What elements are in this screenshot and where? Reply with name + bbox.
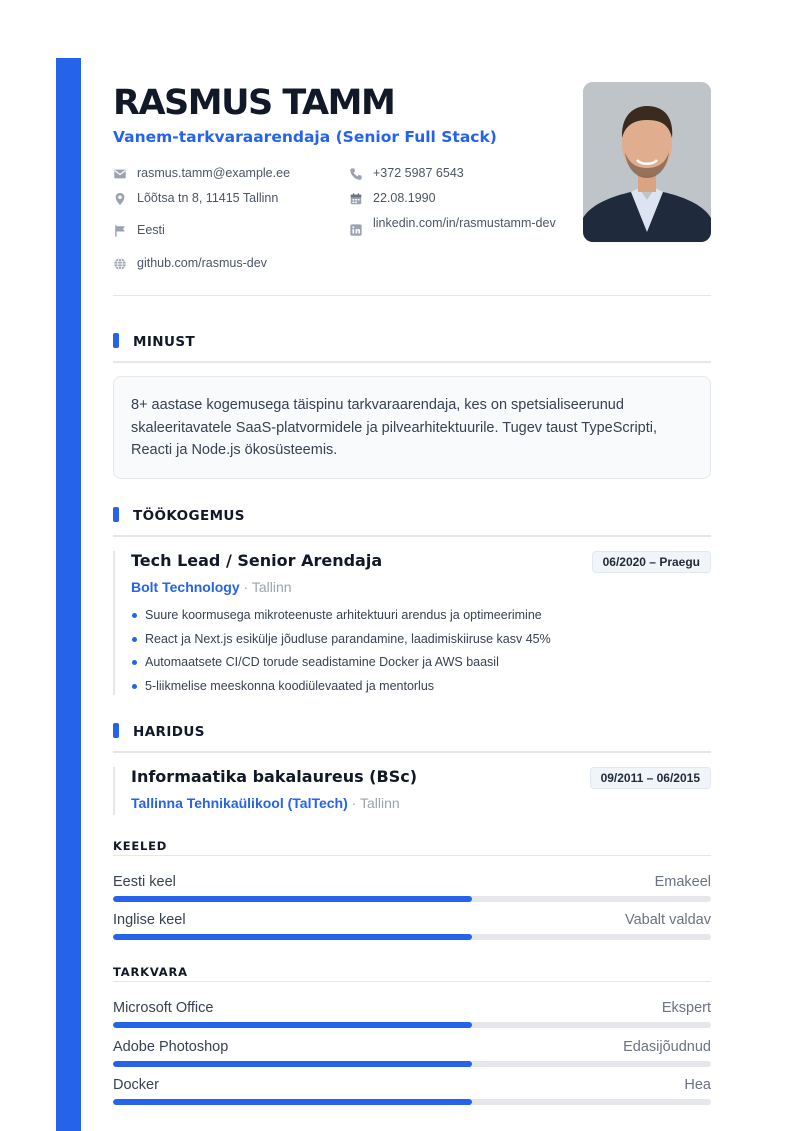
profile-photo — [583, 82, 711, 242]
section-education-title: HARIDUS — [133, 724, 205, 740]
education-entry — [113, 767, 711, 815]
experience-location: Tallinn — [251, 579, 292, 595]
section-about-header — [113, 333, 711, 363]
contact-phone-text: +372 5987 6543 — [373, 166, 464, 180]
experience-bullets — [131, 604, 711, 698]
experience-entry — [113, 551, 711, 695]
list-item: Suure koormusega mikroteenuste arhitektuuri arendus ja optimeerimine — [131, 604, 711, 628]
flag-icon — [113, 224, 127, 238]
language-name: Inglise keel — [113, 912, 186, 928]
resume-header — [113, 80, 711, 296]
accent-bar — [56, 58, 81, 1131]
resume — [113, 80, 711, 1093]
language-level: Emakeel — [654, 874, 711, 890]
software-title: TARKVARA — [113, 965, 711, 982]
section-marker — [113, 333, 119, 348]
experience-company-line — [131, 578, 711, 596]
separator-dot: · — [243, 579, 249, 595]
level-bar-fill — [113, 1022, 472, 1028]
calendar-icon — [349, 192, 363, 206]
experience-date-badge: 06/2020 – Praegu — [592, 551, 711, 573]
software-item — [113, 1000, 711, 1034]
section-marker — [113, 723, 119, 738]
level-bar-fill — [113, 1099, 472, 1105]
experience-company: Bolt Technology — [131, 579, 240, 595]
contact-github[interactable] — [113, 256, 267, 271]
language-level: Vabalt valdav — [625, 912, 711, 928]
education-school-line — [131, 794, 711, 812]
language-name: Eesti keel — [113, 874, 176, 890]
software-item — [113, 1077, 711, 1111]
software-name: Adobe Photoshop — [113, 1039, 229, 1055]
about-summary: 8+ aastase kogemusega täispinu tarkvaraarendaja, kes on spetsialiseerunud skaleeritavatele SaaS-platvormidele ja pilvearhitektuurile. Tugev taust TypeScripti, Reacti ja Node.js ökosüsteemis. — [113, 376, 711, 479]
software-level: Ekspert — [661, 1000, 711, 1016]
software-name: Microsoft Office — [113, 1000, 214, 1016]
contact-linkedin[interactable] — [349, 216, 564, 237]
software-level: Edasijõudnud — [623, 1039, 711, 1055]
list-item: React ja Next.js esikülje jõudluse parandamine, laadimiskiiruse kasv 45% — [131, 628, 711, 652]
education-location: Tallinn — [359, 795, 400, 811]
list-item: 5-liikmelise meeskonna koodiülevaated ja mentorlus — [131, 675, 711, 699]
section-marker — [113, 507, 119, 522]
level-bar-track — [113, 934, 711, 940]
section-experience-header — [113, 507, 711, 537]
envelope-icon — [113, 167, 127, 181]
section-about-title: MINUST — [133, 334, 196, 350]
education-degree: Informaatika bakalaureus (BSc) — [131, 767, 418, 786]
level-bar-track — [113, 1061, 711, 1067]
contact-phone[interactable] — [349, 166, 464, 181]
separator-dot: · — [351, 795, 357, 811]
contact-birthdate-text: 22.08.1990 — [373, 191, 436, 205]
contact-country — [113, 223, 165, 238]
list-item: Automaatsete CI/CD torude seadistamine Docker ja AWS baasil — [131, 651, 711, 675]
phone-icon — [349, 167, 363, 181]
map-pin-icon — [113, 192, 127, 206]
level-bar-fill — [113, 1061, 472, 1067]
software-item — [113, 1039, 711, 1073]
language-item — [113, 912, 711, 946]
education-school: Tallinna Tehnikaülikool (TalTech) — [131, 795, 348, 811]
software-level: Hea — [684, 1077, 711, 1093]
software-name: Docker — [113, 1077, 159, 1093]
contact-email-text: rasmus.tamm@example.ee — [137, 166, 291, 180]
languages-title: KEELED — [113, 839, 711, 856]
level-bar-track — [113, 1099, 711, 1105]
contact-email[interactable] — [113, 166, 290, 181]
linkedin-icon — [349, 223, 363, 237]
globe-icon — [113, 257, 127, 271]
job-title: Vanem-tarkvaraarendaja (Senior Full Stack) — [113, 128, 497, 146]
level-bar-track — [113, 896, 711, 902]
contact-linkedin-text: linkedin.com/in/rasmustamm-dev — [373, 216, 556, 230]
contact-birthdate — [349, 191, 436, 206]
header-divider — [113, 295, 711, 296]
contact-address-text: Lõõtsa tn 8, 11415 Tallinn — [137, 191, 279, 205]
level-bar-fill — [113, 934, 472, 940]
language-item — [113, 874, 711, 908]
contact-country-text: Eesti — [137, 223, 165, 237]
education-date-badge: 09/2011 – 06/2015 — [590, 767, 711, 789]
contact-github-text: github.com/rasmus-dev — [137, 256, 267, 270]
section-experience-title: TÖÖKOGEMUS — [133, 508, 245, 524]
person-name: RASMUS TAMM — [113, 83, 395, 123]
contact-address — [113, 191, 278, 206]
level-bar-track — [113, 1022, 711, 1028]
level-bar-fill — [113, 896, 472, 902]
experience-role: Tech Lead / Senior Arendaja — [131, 551, 383, 570]
section-education-header — [113, 723, 711, 753]
